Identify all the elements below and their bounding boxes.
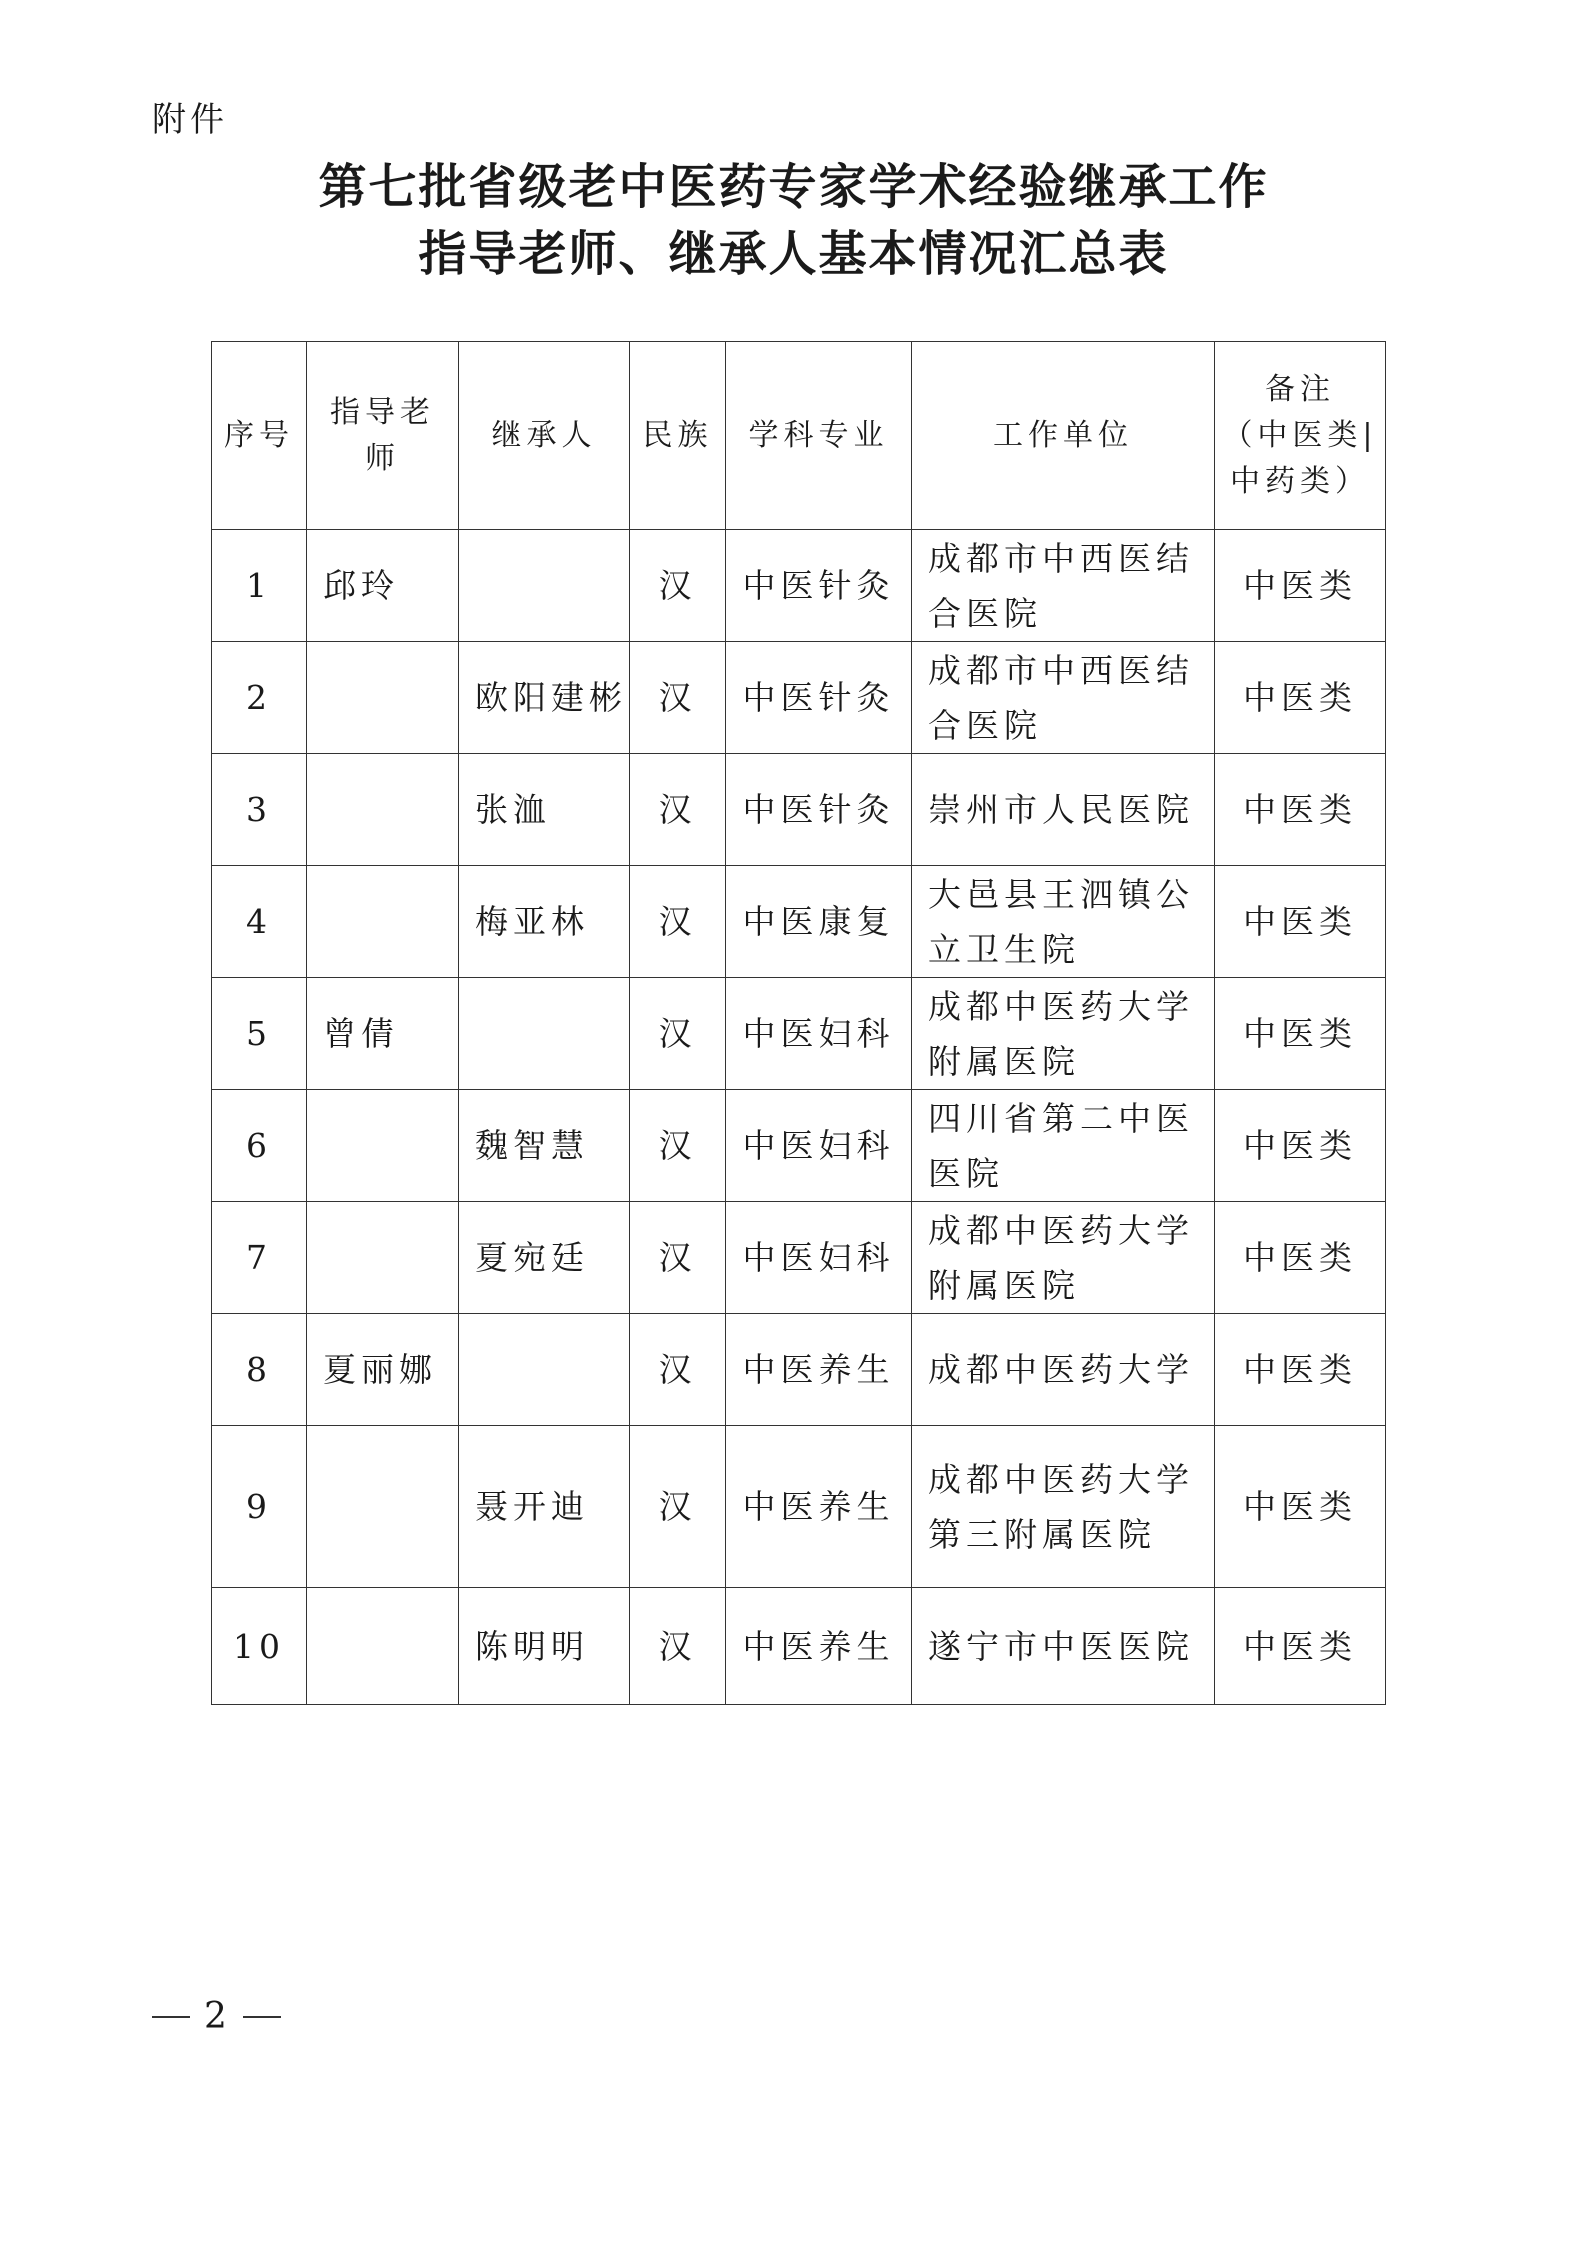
cell-successor bbox=[459, 530, 630, 642]
cell-mentor bbox=[307, 1426, 459, 1588]
cell-ethnicity: 汉 bbox=[630, 642, 726, 754]
cell-remark: 中医类 bbox=[1215, 530, 1386, 642]
cell-index: 8 bbox=[212, 1314, 307, 1426]
cell-ethnicity: 汉 bbox=[630, 1202, 726, 1314]
footer-dash-left bbox=[152, 2016, 190, 2018]
page-number: 2 bbox=[204, 1996, 229, 2037]
table-row bbox=[212, 754, 1386, 866]
table-row bbox=[212, 978, 1386, 1090]
cell-index: 5 bbox=[212, 978, 307, 1090]
cell-successor: 欧阳建彬 bbox=[459, 642, 630, 754]
table-row bbox=[212, 1314, 1386, 1426]
cell-ethnicity: 汉 bbox=[630, 978, 726, 1090]
cell-mentor: 夏丽娜 bbox=[307, 1314, 459, 1426]
cell-mentor bbox=[307, 642, 459, 754]
cell-index: 2 bbox=[212, 642, 307, 754]
cell-successor: 梅亚林 bbox=[459, 866, 630, 978]
summary-table bbox=[211, 341, 1386, 1705]
cell-mentor: 曾倩 bbox=[307, 978, 459, 1090]
cell-ethnicity: 汉 bbox=[630, 866, 726, 978]
cell-workplace: 成都中医药大学 bbox=[912, 1314, 1215, 1426]
header-specialty: 学科专业 bbox=[726, 342, 912, 530]
document-title-line-2: 指导老师、继承人基本情况汇总表 bbox=[418, 226, 1169, 282]
cell-index: 9 bbox=[212, 1426, 307, 1588]
document-title-line-1: 第七批省级老中医药专家学术经验继承工作 bbox=[318, 159, 1269, 215]
cell-specialty: 中医养生 bbox=[726, 1426, 912, 1588]
cell-remark: 中医类 bbox=[1215, 1090, 1386, 1202]
cell-mentor bbox=[307, 754, 459, 866]
cell-mentor bbox=[307, 1202, 459, 1314]
cell-specialty: 中医妇科 bbox=[726, 1202, 912, 1314]
cell-mentor: 邱玲 bbox=[307, 530, 459, 642]
cell-workplace: 成都中医药大学附属医院 bbox=[912, 978, 1215, 1090]
cell-remark: 中医类 bbox=[1215, 754, 1386, 866]
cell-specialty: 中医康复 bbox=[726, 866, 912, 978]
table-row bbox=[212, 642, 1386, 754]
cell-workplace: 大邑县王泗镇公立卫生院 bbox=[912, 866, 1215, 978]
cell-successor: 张洫 bbox=[459, 754, 630, 866]
table-row bbox=[212, 530, 1386, 642]
cell-successor: 陈明明 bbox=[459, 1588, 630, 1705]
cell-mentor bbox=[307, 1588, 459, 1705]
cell-specialty: 中医妇科 bbox=[726, 978, 912, 1090]
cell-ethnicity: 汉 bbox=[630, 754, 726, 866]
cell-index: 3 bbox=[212, 754, 307, 866]
header-remark: 备注 （中医类| 中药类） bbox=[1215, 342, 1386, 530]
table-row bbox=[212, 1588, 1386, 1705]
table-row bbox=[212, 1090, 1386, 1202]
cell-specialty: 中医养生 bbox=[726, 1314, 912, 1426]
cell-index: 10 bbox=[212, 1588, 307, 1705]
cell-workplace: 成都市中西医结合医院 bbox=[912, 530, 1215, 642]
header-index: 序号 bbox=[212, 342, 307, 530]
attachment-label: 附件 bbox=[152, 100, 228, 140]
cell-specialty: 中医针灸 bbox=[726, 754, 912, 866]
table-row bbox=[212, 1202, 1386, 1314]
cell-ethnicity: 汉 bbox=[630, 1588, 726, 1705]
page-footer bbox=[152, 1996, 281, 2037]
table-row bbox=[212, 1426, 1386, 1588]
cell-workplace: 成都市中西医结合医院 bbox=[912, 642, 1215, 754]
header-successor: 继承人 bbox=[459, 342, 630, 530]
cell-specialty: 中医针灸 bbox=[726, 642, 912, 754]
cell-ethnicity: 汉 bbox=[630, 1314, 726, 1426]
header-mentor: 指导老 师 bbox=[307, 342, 459, 530]
cell-ethnicity: 汉 bbox=[630, 530, 726, 642]
cell-mentor bbox=[307, 866, 459, 978]
cell-mentor bbox=[307, 1090, 459, 1202]
cell-workplace: 遂宁市中医医院 bbox=[912, 1588, 1215, 1705]
cell-specialty: 中医针灸 bbox=[726, 530, 912, 642]
cell-ethnicity: 汉 bbox=[630, 1090, 726, 1202]
cell-index: 4 bbox=[212, 866, 307, 978]
cell-workplace: 成都中医药大学第三附属医院 bbox=[912, 1426, 1215, 1588]
cell-successor: 夏宛廷 bbox=[459, 1202, 630, 1314]
cell-remark: 中医类 bbox=[1215, 866, 1386, 978]
cell-successor: 聂开迪 bbox=[459, 1426, 630, 1588]
cell-successor: 魏智慧 bbox=[459, 1090, 630, 1202]
table-header-row bbox=[212, 342, 1386, 530]
cell-index: 1 bbox=[212, 530, 307, 642]
cell-remark: 中医类 bbox=[1215, 1426, 1386, 1588]
cell-successor bbox=[459, 978, 630, 1090]
cell-successor bbox=[459, 1314, 630, 1426]
cell-remark: 中医类 bbox=[1215, 1202, 1386, 1314]
cell-index: 7 bbox=[212, 1202, 307, 1314]
header-ethnicity: 民族 bbox=[630, 342, 726, 530]
cell-specialty: 中医养生 bbox=[726, 1588, 912, 1705]
cell-ethnicity: 汉 bbox=[630, 1426, 726, 1588]
cell-workplace: 成都中医药大学附属医院 bbox=[912, 1202, 1215, 1314]
cell-specialty: 中医妇科 bbox=[726, 1090, 912, 1202]
footer-dash-right bbox=[243, 2016, 281, 2018]
cell-remark: 中医类 bbox=[1215, 642, 1386, 754]
table-row bbox=[212, 866, 1386, 978]
cell-workplace: 四川省第二中医医院 bbox=[912, 1090, 1215, 1202]
cell-workplace: 崇州市人民医院 bbox=[912, 754, 1215, 866]
cell-remark: 中医类 bbox=[1215, 1588, 1386, 1705]
cell-index: 6 bbox=[212, 1090, 307, 1202]
cell-remark: 中医类 bbox=[1215, 1314, 1386, 1426]
cell-remark: 中医类 bbox=[1215, 978, 1386, 1090]
header-workplace: 工作单位 bbox=[912, 342, 1215, 530]
